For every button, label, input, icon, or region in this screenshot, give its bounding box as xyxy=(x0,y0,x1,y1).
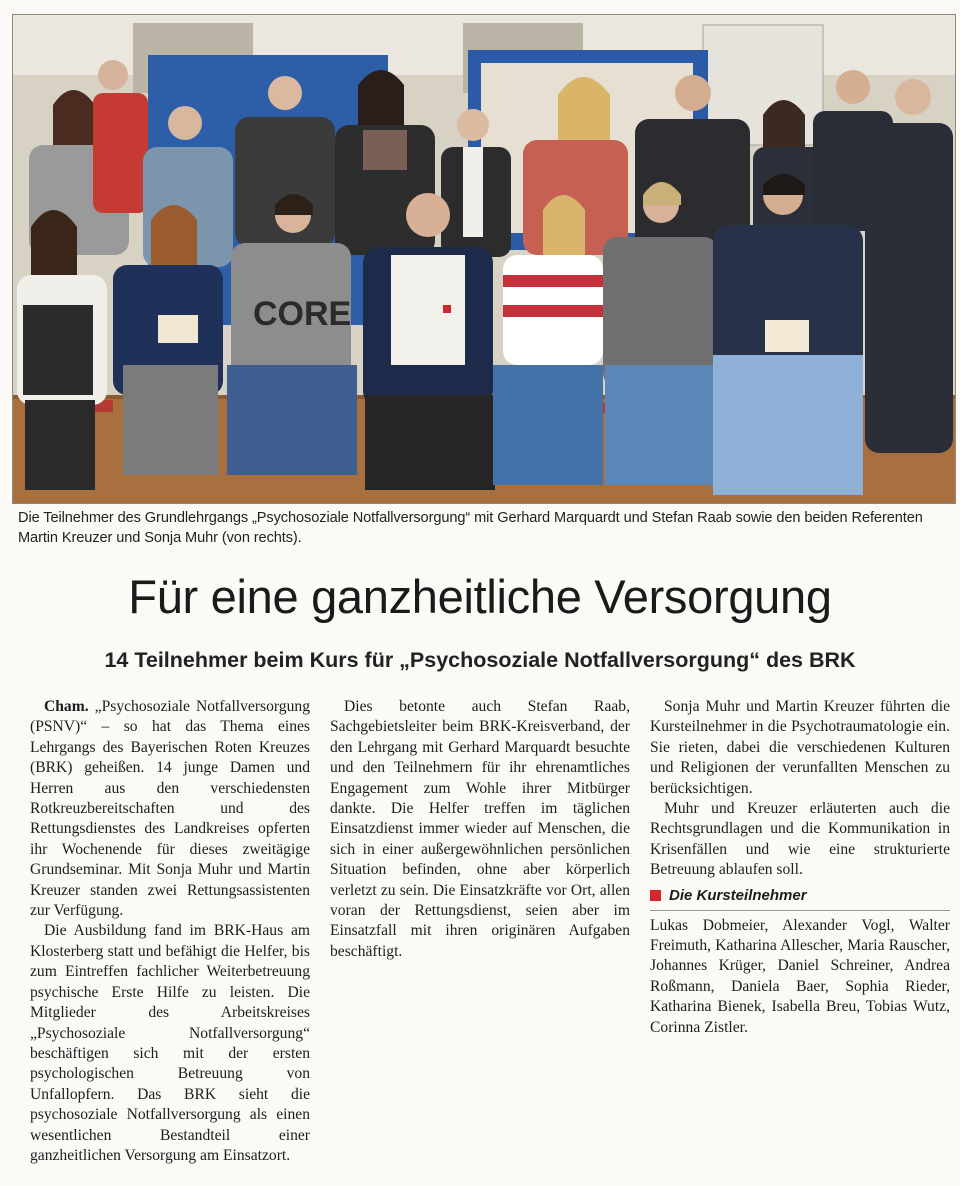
group-photo-illustration xyxy=(13,15,955,503)
subheadline: 14 Teilnehmer beim Kurs für „Psychosoziale Notfallversorgung“ des BRK xyxy=(104,648,856,672)
paragraph-4: Sonja Muhr und Martin Kreuzer führten die Kursteilnehmer in die Psychotraumatologie ein. Sie rieten, dabei die verschiedenen Kulturen und Religionen der verunfallten Menschen zu berücksichtigen. xyxy=(650,698,950,797)
shirt-text: CORE xyxy=(253,295,352,333)
paragraph-5: Muhr und Kreuzer erläuterten auch die Rechtsgrundlagen und die Kommunikation in Krisenfällen und wie eine strukturierte Betreuung ablaufen soll. xyxy=(650,800,950,879)
participants-box-header xyxy=(650,885,950,911)
participants-list: Lukas Dobmeier, Alexander Vogl, Walter Freimuth, Katharina Allescher, Maria Rauscher, Johannes Krüger, Daniel Schreiner, Andrea Roßmann, Daniela Baer, Sophia Rieder, Katharina Bienek, Isabella Breu, Tobias Wutz, Corinna Zistler. xyxy=(650,916,950,1036)
group-photo xyxy=(12,14,956,504)
column-3 xyxy=(650,697,950,1038)
paragraph-1 xyxy=(30,697,310,921)
participants-box-title: Die Kursteilnehmer xyxy=(669,886,807,904)
paragraph-1-text: „Psychosoziale Notfallversorgung (PSNV)“ – so hat das Thema eines Lehrgangs des Bayerischen Roten Kreuzes (BRK) geheißen. 14 junge Damen und Herren aus den verschiedensten Rotkreuzbereitschaften und des Rettungsdienstes des Landkreises opferten ihr Wochenende für dieses zweitägige Grundseminar. Mit Sonja Muhr und Martin Kreuzer standen zwei Rettungsassistenten zur Verfügung. xyxy=(30,698,310,920)
dateline: Cham. xyxy=(44,698,89,715)
red-square-icon xyxy=(650,890,661,901)
headline: Für eine ganzheitliche Versorgung xyxy=(128,570,832,623)
paragraph-3: Dies betonte auch Stefan Raab, Sachgebietsleiter beim BRK-Kreisverband, der den Lehrgang mit Gerhard Marquardt besuchte und den Teilnehmern für ihr ehrenamtliches Engagement zum Wohle ihrer Mitbürger dankte. Die Helfer treffen im täglichen Einsatzdienst immer wieder auf Menschen, die sich in einer außergewöhnlichen persönlichen Situation befinden, ohne aber körperlich verletzt zu sein. Die Einsatzkräfte vor Ort, allen voran der Rettungsdienst, seien aber im Einsatzfall mit ihren originären Aufgaben beschäftigt. xyxy=(330,698,630,960)
column-2-body xyxy=(330,697,630,962)
paragraph-2: Die Ausbildung fand im BRK-Haus am Klosterberg statt und befähigt die Helfer, bis zum Eintreffen fachlicher Weiterbetreuung psychische Erste Hilfe zu leisten. Die Mitglieder des Arbeitskreises „Psychosoziale Notfallversorgung“ beschäftigen sich mit der ersten psychologischen Betreuung von Unfallopfern. Das BRK sieht die psychosoziale Notfallversorgung als einen wesentlichen Bestandteil einer ganzheitlichen Versorgung am Einsatzort. xyxy=(30,922,310,1164)
column-1 xyxy=(30,697,310,1166)
photo-caption: Die Teilnehmer des Grundlehrgangs „Psychosoziale Notfallversorgung“ mit Gerhard Marquardt und Stefan Raab sowie den beiden Referenten Martin Kreuzer und Sonja Muhr (von rechts). xyxy=(18,510,923,546)
